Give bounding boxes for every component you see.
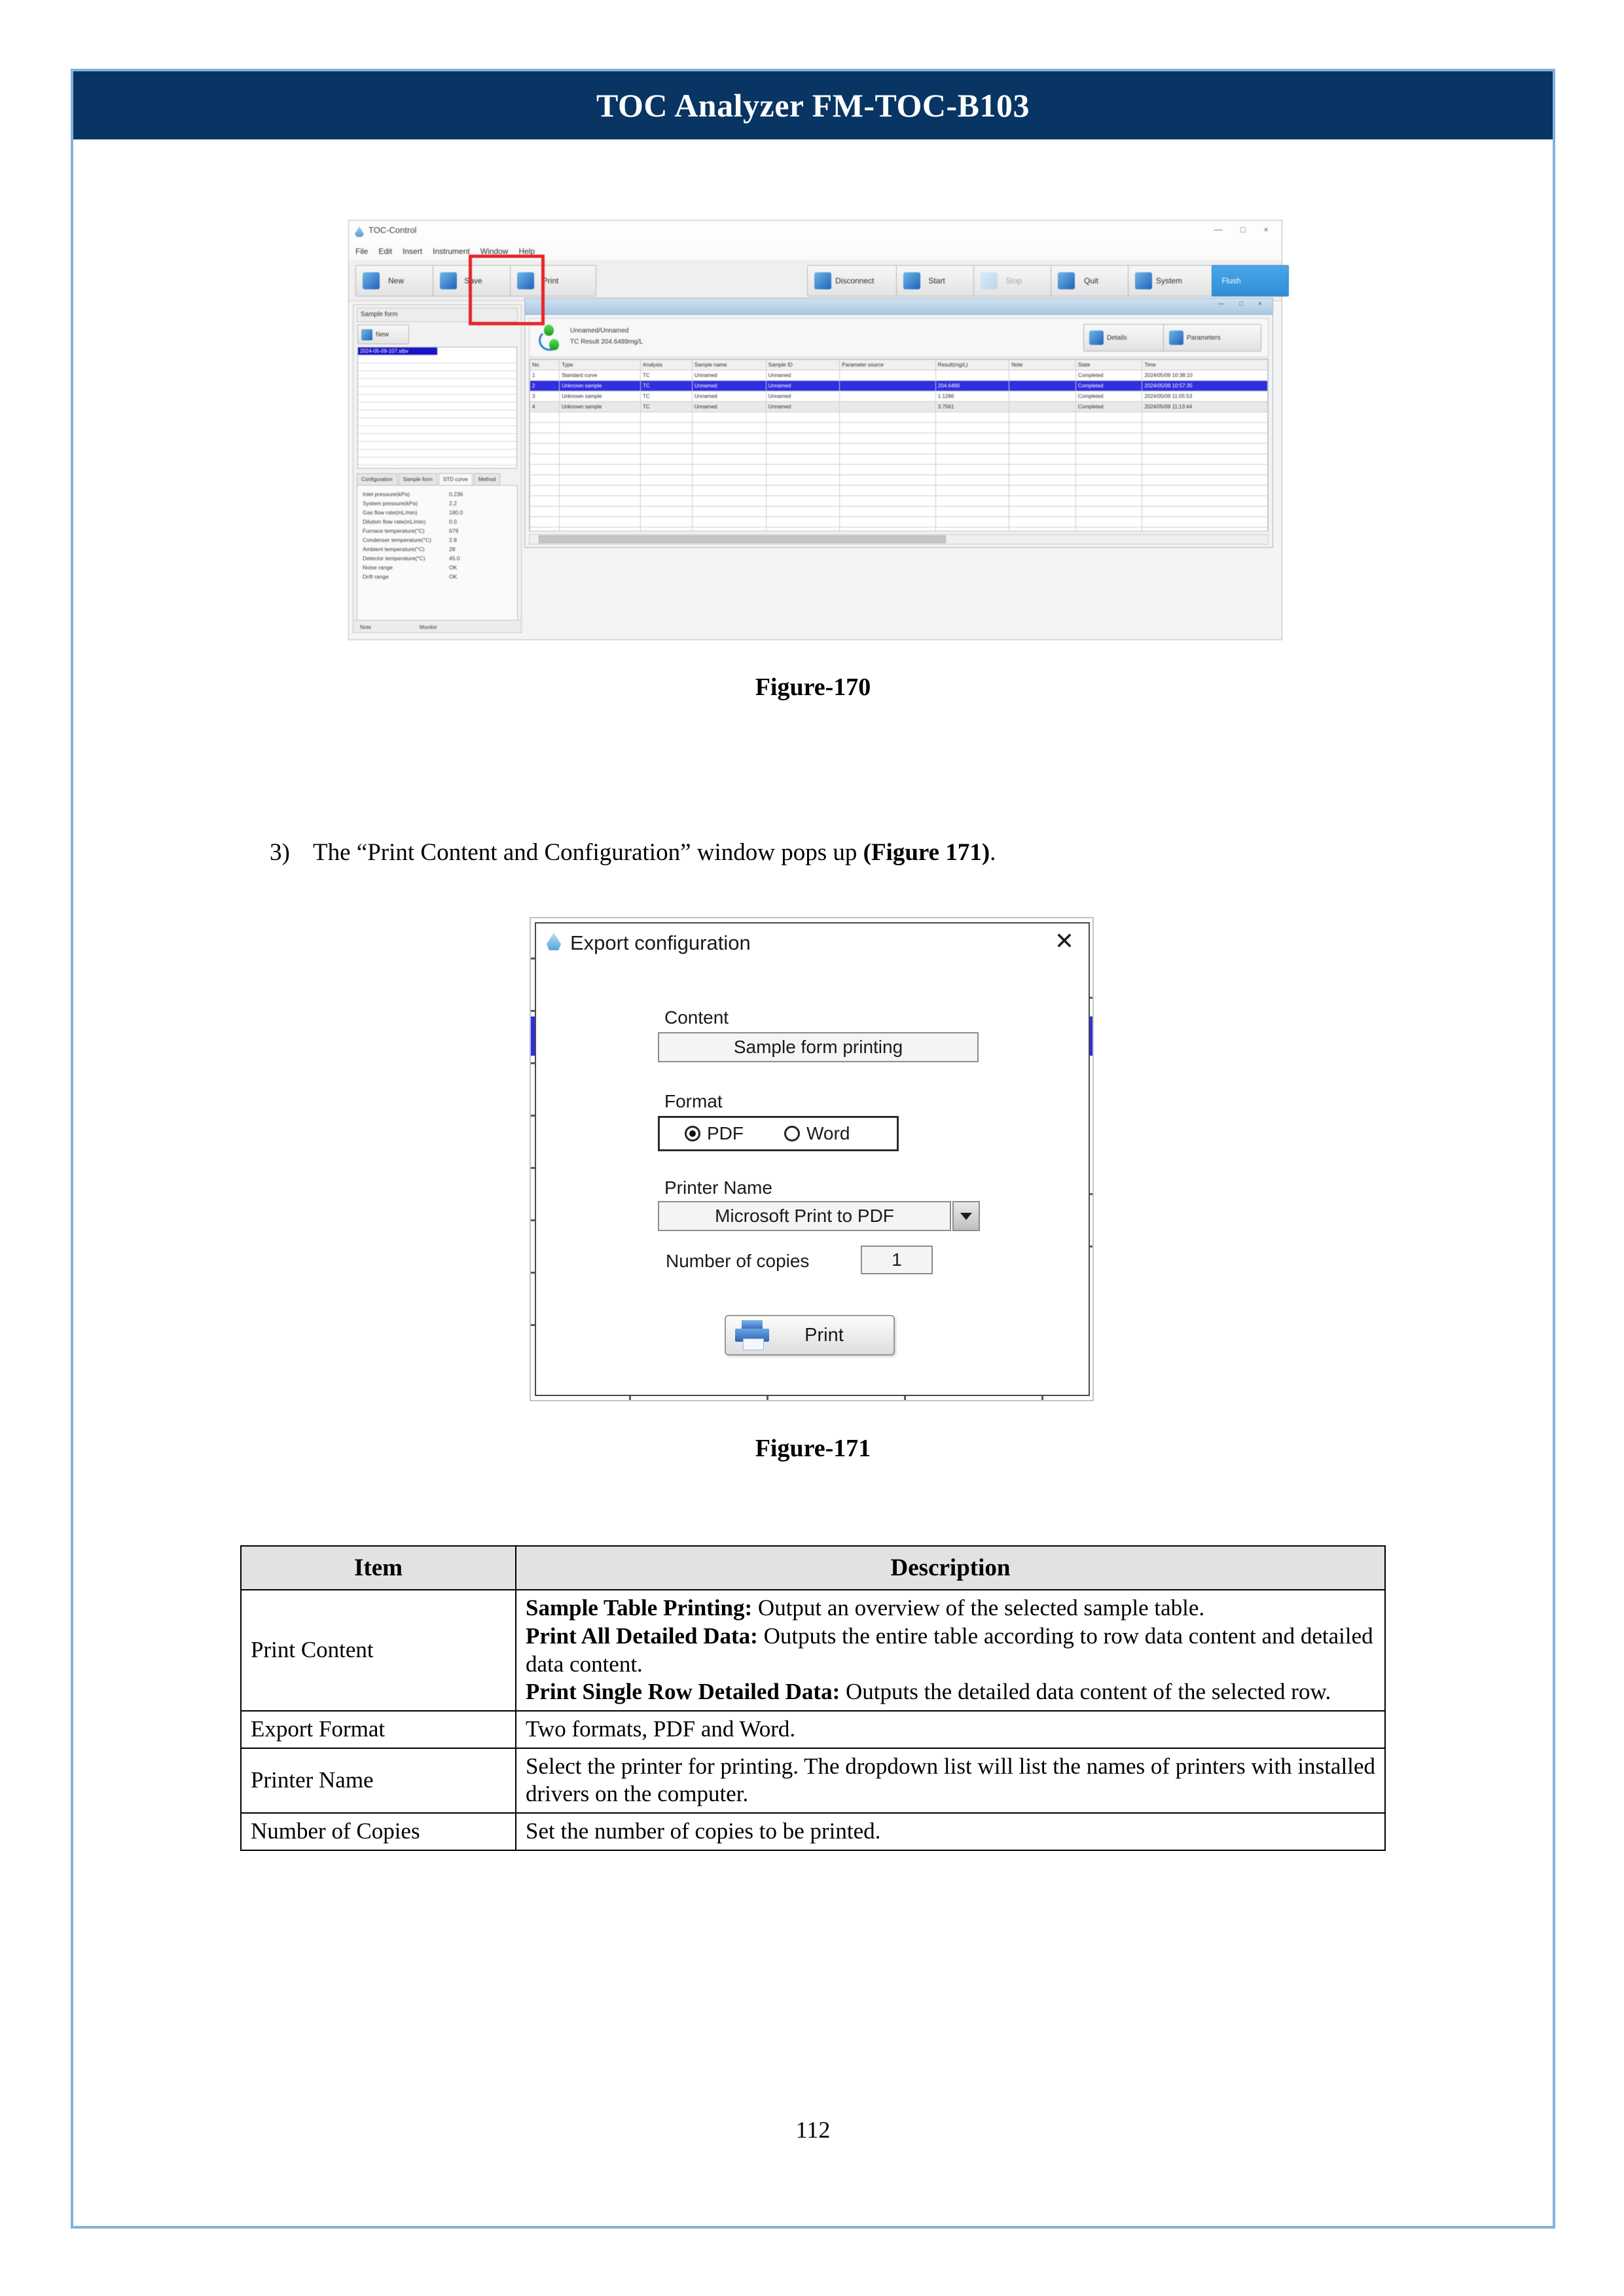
cell-result (935, 370, 1009, 381)
copies-label: Number of copies (666, 1251, 810, 1271)
cell-state: Completed (1075, 391, 1142, 402)
list-item[interactable] (358, 395, 516, 403)
new-document-icon (363, 272, 380, 289)
cell-sample-name: Unnamed (692, 402, 766, 412)
results-table[interactable] (529, 359, 1269, 531)
desc-bold: Print Single Row Detailed Data: (526, 1679, 840, 1705)
config-value: 2.2 (449, 500, 457, 507)
table-row (530, 475, 1268, 486)
list-item-selected[interactable]: 2024-05-09-107.stbv (358, 348, 437, 355)
description-printer-name: Select the printer for printing. The dropdown list will list the names of printers with installed drivers on the computer. (516, 1748, 1385, 1813)
cell-parameter-source (840, 391, 936, 402)
config-row (363, 499, 512, 508)
description-table (240, 1545, 1386, 1851)
cell-time: 2024/05/09 11:05:53 (1142, 391, 1268, 402)
header-description: Description (516, 1546, 1385, 1590)
toolbar-quit-label: Quit (1083, 276, 1098, 285)
toolbar-stop-button[interactable] (973, 265, 1060, 296)
cell-analysis: TC (641, 381, 693, 391)
toolbar-start-label: Start (928, 276, 945, 285)
config-row (363, 508, 512, 517)
chevron-down-icon[interactable] (952, 1201, 980, 1231)
table-row[interactable] (530, 402, 1268, 412)
printer-name-label: Printer Name (664, 1177, 772, 1198)
app-droplet-icon (355, 226, 364, 237)
link-icon (814, 272, 831, 289)
config-parameter-list (357, 485, 518, 625)
cell-state: Completed (1075, 402, 1142, 412)
step-text-bold: (Figure 171) (863, 839, 990, 866)
menu-item-insert[interactable]: Insert (403, 247, 423, 256)
table-row[interactable] (530, 391, 1268, 402)
cell-parameter-source (840, 370, 936, 381)
desc-text: Output an overview of the selected sample table. (752, 1595, 1205, 1621)
export-configuration-dialog (535, 922, 1090, 1396)
column-header-sample-id[interactable]: Sample ID (766, 360, 840, 370)
list-item[interactable] (358, 371, 516, 379)
results-table-header-row (530, 360, 1268, 370)
close-icon[interactable]: ✕ (1054, 927, 1074, 954)
list-item[interactable] (358, 403, 516, 410)
list-item[interactable] (358, 418, 516, 426)
radio-unselected-icon (784, 1126, 800, 1141)
status-monitor: Monitor (419, 624, 437, 630)
new-sample-icon (361, 329, 372, 340)
power-icon (1058, 272, 1075, 289)
cell-no: 4 (530, 402, 560, 412)
config-key: System pressure(kPa) (363, 500, 418, 507)
printer-top (742, 1320, 763, 1329)
radio-pdf[interactable] (685, 1123, 744, 1144)
cell-result: 204.6489 (935, 381, 1009, 391)
cell-parameter-source (840, 402, 936, 412)
config-key: Detector temperature(°C) (363, 555, 425, 562)
printer-name-field[interactable]: Microsoft Print to PDF (658, 1201, 951, 1231)
step-text-after: . (990, 839, 996, 866)
config-value: 0.236 (449, 491, 463, 497)
result-window-titlebar (525, 298, 1272, 315)
toolbar-save-label: Save (464, 276, 482, 285)
status-note: Note (360, 624, 371, 630)
config-row (363, 572, 512, 581)
parameters-label: Parameters (1187, 334, 1221, 342)
toolbar-system-label: System (1156, 276, 1183, 285)
print-button-label: Print (804, 1324, 844, 1346)
copies-field[interactable]: 1 (861, 1246, 933, 1274)
cell-sample-id: Unnamed (766, 381, 840, 391)
toolbar-quit-button[interactable] (1051, 265, 1137, 296)
cell-result: 1.1286 (935, 391, 1009, 402)
results-horizontal-scrollbar[interactable] (529, 534, 1269, 545)
config-key: Gas flow rate(mL/min) (363, 509, 418, 516)
format-radio-group[interactable] (658, 1116, 899, 1151)
config-row (363, 535, 512, 545)
description-export-format: Two formats, PDF and Word. (516, 1711, 1385, 1748)
save-icon (440, 272, 457, 289)
table-row (530, 454, 1268, 465)
dialog-backdrop (530, 917, 1094, 1401)
dialog-titlebar (536, 924, 1089, 961)
cell-sample-name: Unnamed (692, 391, 766, 402)
item-number-of-copies: Number of Copies (241, 1813, 516, 1850)
cell-sample-id: Unnamed (766, 391, 840, 402)
window-controls[interactable]: — □ × (1214, 224, 1276, 234)
table-row (241, 1813, 1385, 1850)
menu-item-edit[interactable]: Edit (378, 247, 393, 256)
content-label: Content (664, 1007, 729, 1028)
cell-no: 1 (530, 370, 560, 381)
parameters-button[interactable] (1163, 324, 1261, 351)
cell-note (1009, 381, 1075, 391)
header-item: Item (241, 1546, 516, 1590)
toolbar-disconnect-label: Disconnect (835, 276, 875, 285)
cell-type: Unknown sample (560, 402, 641, 412)
list-item[interactable] (358, 434, 516, 442)
cell-sample-name: Unnamed (692, 370, 766, 381)
desc-text: Outputs the detailed data content of the selected row. (840, 1679, 1331, 1705)
table-row (530, 517, 1268, 528)
cell-note (1009, 370, 1075, 381)
cell-note (1009, 391, 1075, 402)
format-label: Format (664, 1091, 723, 1111)
column-header-state[interactable]: State (1075, 360, 1142, 370)
step-text-before: The “Print Content and Configuration” window pops up (313, 839, 863, 866)
cell-sample-name: Unnamed (692, 381, 766, 391)
config-value: OK (449, 564, 458, 571)
radio-pdf-label: PDF (707, 1123, 744, 1143)
result-child-window (524, 298, 1273, 548)
column-header-sample-name[interactable]: Sample name (692, 360, 766, 370)
list-item[interactable] (358, 426, 516, 434)
cell-state: Completed (1075, 381, 1142, 391)
figure-170-caption: Figure-170 (755, 673, 871, 701)
step-3-text (270, 838, 1448, 867)
column-header-parameter-source[interactable]: Parameter source (840, 360, 936, 370)
column-header-analysis[interactable]: Analysis (641, 360, 693, 370)
parameters-icon (1169, 331, 1183, 345)
config-value: 0.0 (449, 518, 457, 525)
molecule-dot (549, 339, 559, 350)
config-row (363, 545, 512, 554)
list-item[interactable] (358, 379, 516, 387)
scrollbar-thumb[interactable] (539, 535, 946, 543)
cell-sample-id: Unnamed (766, 402, 840, 412)
cell-result: 3.7561 (935, 402, 1009, 412)
toolbar-stop-label: Stop (1005, 276, 1022, 285)
cell-analysis: TC (641, 391, 693, 402)
table-row (241, 1711, 1385, 1748)
config-key: Noise range (363, 564, 393, 571)
toc-window-title: TOC-Control (369, 225, 417, 235)
list-item[interactable] (358, 355, 516, 363)
menu-item-window[interactable]: Window (480, 247, 509, 256)
column-header-no[interactable]: No. (530, 360, 560, 370)
config-row (363, 490, 512, 499)
cell-type: Unknown sample (560, 391, 641, 402)
play-icon (903, 272, 920, 289)
toolbar-disconnect-button[interactable] (807, 265, 905, 296)
list-item[interactable] (358, 410, 516, 418)
page-header-banner (73, 71, 1553, 139)
gear-icon (1135, 272, 1152, 289)
config-key: Inlet pressure(kPa) (363, 491, 410, 497)
molecule-dot (544, 325, 554, 336)
tab-sample-form[interactable]: Sample form (399, 473, 437, 486)
config-value: 180.0 (449, 509, 463, 516)
toolbar-print-label: Print (542, 276, 559, 285)
toc-titlebar (349, 221, 1282, 243)
table-row (241, 1590, 1385, 1711)
radio-word[interactable] (784, 1123, 850, 1144)
list-item[interactable] (358, 450, 516, 457)
menu-item-instrument[interactable]: Instrument (433, 247, 470, 256)
config-key: Dilution flow rate(mL/min) (363, 518, 426, 525)
table-row[interactable] (530, 370, 1268, 381)
desc-text: Outputs the entire table according to row data content and detailed data content. (526, 1623, 1373, 1677)
column-header-type[interactable]: Type (560, 360, 641, 370)
sample-title: Unnamed/Unnamed (570, 327, 629, 334)
config-row (363, 563, 512, 572)
print-button[interactable] (725, 1315, 895, 1355)
config-row (363, 517, 512, 526)
list-item[interactable] (358, 363, 516, 371)
radio-selected-icon (685, 1126, 700, 1141)
config-value: 45.0 (449, 555, 460, 562)
page-title: TOC Analyzer FM-TOC-B103 (596, 87, 1030, 124)
radio-word-label: Word (806, 1123, 850, 1143)
sample-result: TC Result 204.6489mg/L (570, 338, 643, 346)
table-row (530, 423, 1268, 433)
droplet-icon (547, 933, 561, 951)
column-header-note[interactable]: Note (1009, 360, 1075, 370)
step-number: 3) (270, 839, 290, 866)
list-item[interactable] (358, 465, 516, 469)
figure-171-image (530, 917, 1094, 1401)
cell-time: 2024/05/09 10:57:35 (1142, 381, 1268, 391)
sample-form-panel (353, 304, 522, 633)
list-item[interactable] (358, 442, 516, 450)
figure-171-caption: Figure-171 (755, 1435, 871, 1462)
table-row (530, 433, 1268, 444)
config-value: 679 (449, 528, 459, 534)
molecule-icon (537, 325, 564, 351)
desc-bold: Sample Table Printing: (526, 1595, 753, 1621)
desc-bold: Print All Detailed Data: (526, 1623, 758, 1649)
page-content (73, 139, 1553, 2226)
item-printer-name: Printer Name (241, 1748, 516, 1813)
cell-note (1009, 402, 1075, 412)
sample-form-new-label: New (376, 331, 389, 338)
config-value: 2.8 (449, 537, 457, 543)
item-export-format: Export Format (241, 1711, 516, 1748)
print-button-highlight-box (469, 255, 545, 325)
stop-icon (981, 272, 998, 289)
toolbar-new-button[interactable] (355, 265, 442, 296)
table-row[interactable] (530, 381, 1268, 391)
result-summary-text (570, 325, 643, 348)
description-print-content (516, 1590, 1385, 1711)
details-button[interactable] (1083, 324, 1171, 351)
cell-no: 2 (530, 381, 560, 391)
cell-sample-id: Unnamed (766, 370, 840, 381)
config-value: 28 (449, 546, 456, 552)
dialog-title: Export configuration (570, 931, 751, 954)
column-header-result[interactable]: Result(mg/L) (935, 360, 1009, 370)
config-key: Ambient temperature(°C) (363, 546, 425, 552)
config-key: Drift range (363, 573, 389, 580)
sample-form-panel-title: Sample form (357, 308, 518, 322)
toolbar-flush-button[interactable] (1212, 265, 1289, 296)
result-summary-bar (529, 318, 1269, 357)
list-item[interactable] (358, 457, 516, 465)
description-number-of-copies: Set the number of copies to be printed. (516, 1813, 1385, 1850)
tab-method[interactable]: Method (474, 473, 501, 486)
printer-paper (743, 1338, 764, 1350)
table-row (530, 496, 1268, 507)
cell-analysis: TC (641, 402, 693, 412)
cell-analysis: TC (641, 370, 693, 381)
table-row (530, 528, 1268, 532)
cell-type: Standard curve (560, 370, 641, 381)
toolbar-new-label: New (388, 276, 404, 285)
config-row (363, 554, 512, 563)
toolbar-system-button[interactable] (1128, 265, 1219, 296)
panel-status-bar (353, 620, 521, 632)
table-row (530, 444, 1268, 454)
figure-170-image (348, 220, 1281, 639)
table-row (530, 465, 1268, 475)
table-row (241, 1748, 1385, 1813)
config-tabs[interactable] (357, 473, 518, 486)
list-item[interactable] (358, 387, 516, 395)
result-window-controls[interactable]: — □ × (1218, 300, 1269, 308)
table-row (530, 507, 1268, 517)
cell-type: Unknown sample (560, 381, 641, 391)
sample-form-new-button[interactable] (357, 325, 409, 344)
printer-icon (735, 1320, 769, 1350)
cell-state: Completed (1075, 370, 1142, 381)
toolbar-flush-label: Flush (1221, 276, 1241, 285)
table-row (530, 486, 1268, 496)
menu-item-help[interactable]: Help (518, 247, 535, 256)
details-label: Details (1107, 334, 1127, 342)
cell-time: 2024/05/09 11:13:44 (1142, 402, 1268, 412)
config-key: Furnace temperature(°C) (363, 528, 425, 534)
tab-configuration[interactable]: Configuration (357, 473, 397, 486)
caret-shape (960, 1213, 972, 1220)
cell-time: 2024/05/09 10:38:10 (1142, 370, 1268, 381)
content-field[interactable]: Sample form printing (658, 1032, 979, 1062)
cell-no: 3 (530, 391, 560, 402)
column-header-time[interactable]: Time (1142, 360, 1268, 370)
cell-parameter-source (840, 381, 936, 391)
toolbar-start-button[interactable] (896, 265, 983, 296)
config-row (363, 526, 512, 535)
config-key: Condenser temperature(°C) (363, 537, 431, 543)
config-value: OK (449, 573, 458, 580)
toc-control-window (348, 220, 1282, 640)
details-icon (1089, 331, 1104, 345)
page-number: 112 (795, 2117, 831, 2143)
tab-std-curve[interactable]: STD curve (439, 473, 473, 486)
description-table-header-row (241, 1546, 1385, 1590)
menu-item-file[interactable]: File (355, 247, 369, 256)
table-row (530, 412, 1268, 423)
sample-form-list[interactable] (357, 347, 517, 469)
item-print-content: Print Content (241, 1590, 516, 1711)
